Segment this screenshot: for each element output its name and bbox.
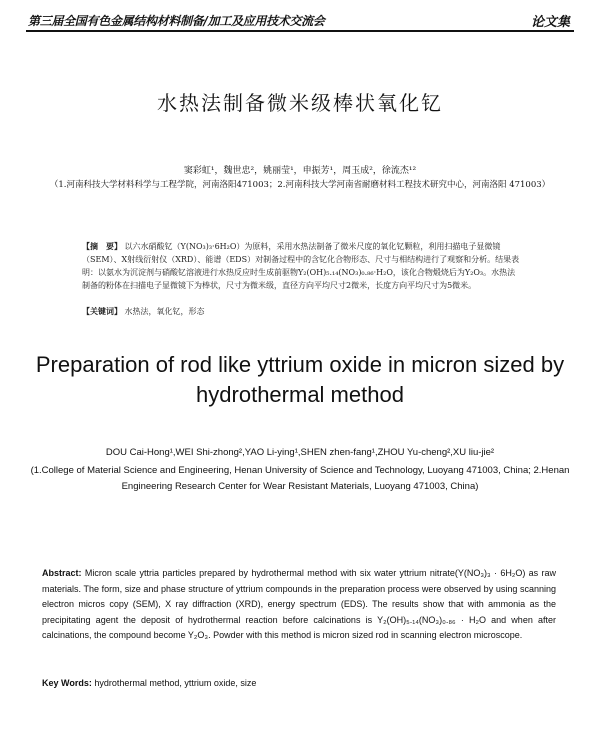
chinese-abstract-label: 【摘 要】 [82,241,122,251]
english-abstract-text: Micron scale yttria particles prepared by hydrothermal method with six water yttrium nitrate(Y(NO₃)₃ · 6H₂O) as raw materials. The form, size and phase structure of yttrium compounds in the preparation process were observed by using scanning electron micros copy (SEM), X ray diffraction (XRD), energy spectrum (EDS). The results show that with ammonia as the precipitating agent the deposit of hydrothermal reaction before calcinations is Y₂(OH)₅.₁₄(NO₃)₀.₈₆ · H₂O and when after calcinations, the compound become Y₂O₃. Powder with this method is micron sized rod in scanning electron microscope. [42,568,556,640]
english-abstract [42,566,556,644]
chinese-title: 水热法制备微米级棒状氧化钇 [157,91,443,115]
chinese-abstract [82,240,520,292]
english-abstract-label: Abstract: [42,568,82,578]
english-affiliation: (1.College of Material Science and Engineering, Henan University of Science and Technology, Luoyang 471003, China; 2.Henan Engineering Research Center for Wear Resistant Materials, Luoyang 471003, China) [30,465,570,492]
english-authors: DOU Cai-Hong¹,WEI Shi-zhong²,YAO Li-ying¹,SHEN zhen-fang¹,ZHOU Yu-cheng²,XU liu-jie² [105,447,495,458]
chinese-keywords-text: 水热法，氧化钇，形态 [124,307,205,316]
english-title: Preparation of rod like yttrium oxide in micron sized by hydrothermal method [35,352,565,407]
english-keywords [42,678,556,688]
running-header-section: 论文集 [530,15,570,30]
running-header-conference: 第三届全国有色金属结构材料制备/加工及应用技术交流会 [28,14,325,28]
chinese-keywords [82,306,520,317]
chinese-keywords-label: 【关键词】 [82,306,122,316]
chinese-authors: 窦彩虹¹，魏世忠²，姚丽莹¹，申振芳¹，周玉成²，徐流杰¹² [183,166,417,176]
chinese-affiliation: （1.河南科技大学材料科学与工程学院，河南洛阳471003；2.河南科技大学河南省耐磨材料工程技术研究中心，河南洛阳 471003） [49,180,551,190]
english-keywords-label: Key Words: [42,678,92,688]
header-divider [26,30,574,32]
chinese-abstract-text: 以六水硝酸钇（Y(NO₃)₃·6H₂O）为原料，采用水热法制备了微米尺度的氧化钇颗粒，利用扫描电子显微镜（SEM）、X射线衍射仪（XRD）、能谱（EDS）对制备过程中的含钇化合物形态、尺寸与相结构进行了观察和分析。结果表明：以氨水为沉淀剂与硝酸钇溶液进行水热反应时生成前驱物Y₂(OH)₅.₁₄(NO₃)₀.₈₆·H₂O，该化合物煅烧后为Y₂O₃。水热法制备的粉体在扫描电子显微镜下为棒状，尺寸为微米级，直径方向平均尺寸2微米，长度方向平均尺寸为5微米。 [82,242,520,290]
english-keywords-text: hydrothermal method, yttrium oxide, size [94,678,257,688]
